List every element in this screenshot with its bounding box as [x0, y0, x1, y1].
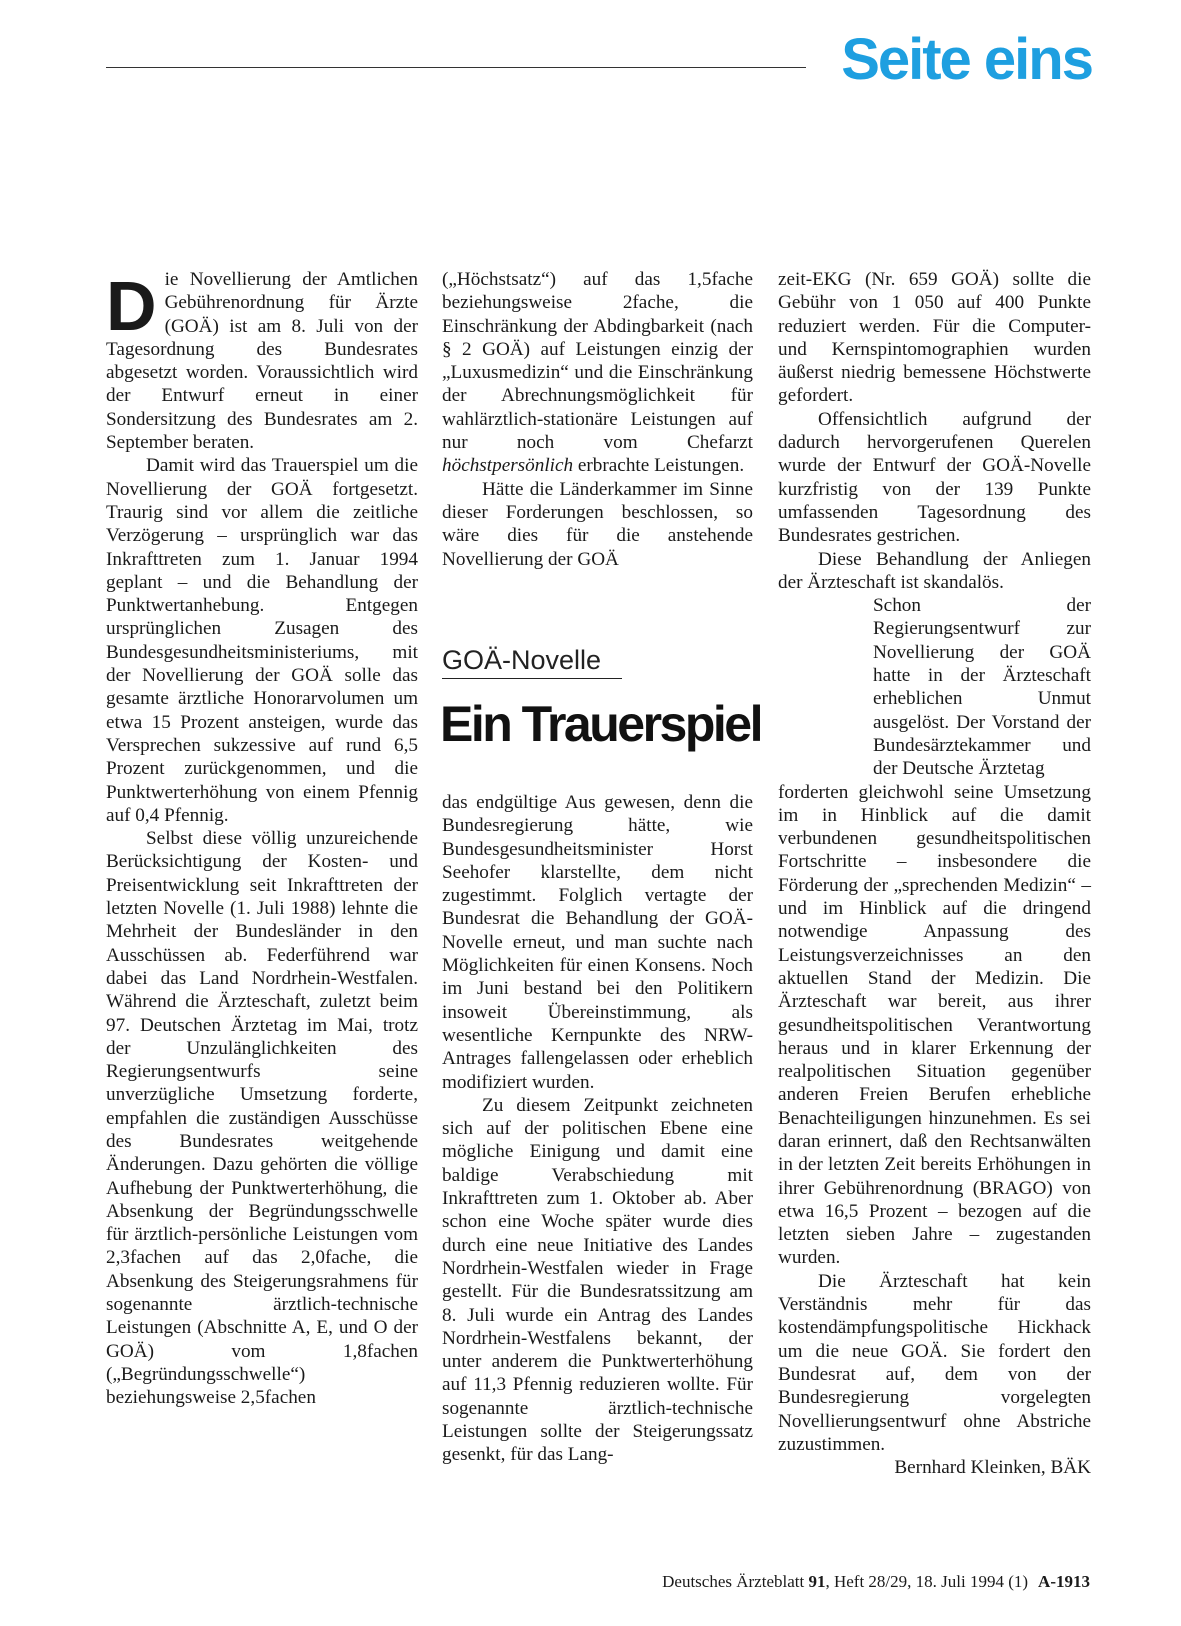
- journal-name: Deutsches Ärzteblatt: [662, 1572, 805, 1591]
- article-column-2: [442, 268, 753, 571]
- paragraph: Offensichtlich aufgrund der dadurch hervorgerufenen Querelen wurde der Entwurf der GOÄ-Novelle kurzfristig von der 139 Punkte umfassenden Tagesordnung des Bundesrates gestrichen.: [778, 408, 1091, 547]
- article-headline: Ein Trauerspiel: [440, 696, 761, 752]
- paragraph: Hätte die Länderkammer im Sinne dieser Forderungen beschlossen, so wäre dies für die anstehende Novellierung der GOÄ: [442, 478, 753, 570]
- author-signature: Bernhard Kleinken, BÄK: [894, 1457, 1091, 1479]
- paragraph: [106, 268, 418, 454]
- article-column-1: [106, 268, 418, 1410]
- paragraph-text: erbrachte Leistungen.: [577, 455, 745, 477]
- paragraph: Diese Behandlung der Anliegen der Ärzteschaft ist skandalös.: [778, 548, 1091, 593]
- page-number: A-1913: [1038, 1572, 1090, 1591]
- paragraph: Zu diesem Zeitpunkt zeichneten sich auf der politischen Ebene eine mögliche Einigung und damit eine baldige Verabschiedung mit Inkrafttreten zum 1. Oktober ab. Aber schon eine Woche später wurde dies durch eine neue Initiative des Landes Nordrhein-Westfalen wieder in Frage gestellt. Für die Bundesratssitzung am 8. Juli wurde ein Antrag des Landes Nordrhein-Westfalens bekannt, der unter anderem die Punktwerterhöhung auf 11,3 Pfennig reduzieren wollte. Für sogenannte ärztlich-technische Leistungen sollte der Steigerungssatz gesenkt, für das Lang-: [442, 1094, 753, 1466]
- emphasis-text: höchstpersönlich: [442, 455, 574, 477]
- indented-block: [778, 594, 1091, 780]
- paragraph: Selbst diese völlig unzureichende Berücksichtigung der Kosten- und Preisentwicklung seit Inkrafttreten der letzten Novelle (1. Juli 1988) lehnte die Mehrheit der Bundesländer in den Ausschüssen ab. Federführend war dabei das Land Nordrhein-Westfalen. Während die Ärzteschaft, zuletzt beim 97. Deutschen Ärztetag im Mai, trotz der Unzulänglichkeiten des Regierungsentwurfs seine unverzügliche Umsetzung forderte, empfahlen die zuständigen Ausschüsse des Bundesrates weitgehende Änderungen. Dazu gehörten die völlige Aufhebung der Punktwerterhöhung, die Absenkung der Begründungsschwelle für ärztlich-persönliche Leistungen vom 2,3fachen auf das 2,0fache, die Absenkung des Steigerungsrahmens für sogenannte ärztlich-technische Leistungen (Abschnitte A, E, und O der GOÄ) vom 1,8fachen („Begründungsschwelle“) beziehungsweise 2,5fachen: [106, 828, 418, 1409]
- paragraph: Die Ärzteschaft hat kein Verständnis mehr für das kostendämpfungspolitische Hickhack um die neue GOÄ. Sie fordert den Bundesrat auf, dem von der Bundesregierung vorgelegten Novellierungsentwurf ohne Abstriche zuzustimmen.: [778, 1270, 1091, 1455]
- article-column-2-continued: [442, 791, 753, 1467]
- paragraph: zeit-EKG (Nr. 659 GOÄ) sollte die Gebühr von 1 050 auf 400 Punkte reduziert werden. Für die Computer- und Kernspintomographien wurden äußerst niedrig bemessene Höchstwerte gefordert.: [778, 269, 1091, 407]
- paragraph: Schon der Regierungsentwurf zur Novellierung der GOÄ hatte in der Ärzteschaft erheblichen Unmut ausgelöst. Der Vorstand der Bundesärztekammer und der Deutsche Ärztetag: [873, 595, 1091, 780]
- article-kicker: GOÄ-Novelle: [442, 643, 622, 679]
- section-title: Seite eins: [841, 27, 1092, 92]
- page-footer: [500, 1572, 1090, 1592]
- paragraph: das endgültige Aus gewesen, denn die Bundesregierung hätte, wie Bundesgesundheitsminister Horst Seehofer klarstellte, dem nicht zugestimmt. Folglich vertagte der Bundesrat die Behandlung der GOÄ-Novelle erneut, und man suchte nach Möglichkeiten für einen Konsens. Noch im Juni bestand bei den Politikern insoweit Übereinstimmung, als wesentliche Kernpunkte des NRW-Antrages fallengelassen oder erheblich modifiziert wurden.: [442, 792, 753, 1093]
- paragraph-text: ie Novellierung der Amtlichen Gebührenordnung für Ärzte (GOÄ) ist am 8. Juli von der Tagesordnung des Bundesrates abgesetzt worden. Voraussichtlich wird der Entwurf erneut in einer Sondersitzung des Bundesrates am 2. September beraten.: [106, 269, 418, 454]
- drop-cap: D: [106, 267, 157, 345]
- journal-volume: 91: [808, 1572, 826, 1591]
- article-column-3: [778, 268, 1091, 1479]
- paragraph: forderten gleichwohl seine Umsetzung im in Hinblick auf die damit verbundenen gesundheitspolitischen Fortschritte – insbesondere die Förderung der „sprechenden Medizin“ – und im Hinblick auf die dringend notwendige Anpassung des Leistungsverzeichnisses an den aktuellen Stand der Medizin. Die Ärzteschaft war bereit, aus ihrer gesundheitspolitischen Verantwortung heraus und in klarer Erkennung der realpolitischen Situation gegenüber anderen Freien Berufen erhebliche Benachteiligungen hinzunehmen. Es sei daran erinnert, daß den Rechtsanwälten in der letzten Zeit bereits Erhöhungen in ihrer Gebührenordnung (BRAGO) von etwa 16,5 Prozent – bezogen auf die letzten sieben Jahre – zugestanden wurden.: [778, 781, 1091, 1269]
- paragraph-text: („Höchstsatz“) auf das 1,5fache beziehungsweise 2fache, die Einschränkung der Abdingbarkeit (nach § 2 GOÄ) auf Leistungen einzig der „Luxusmedizin“ und die Einschränkung der Abrechnungsmöglichkeit für wahlärztlich-stationäre Leistungen auf nur noch vom Chefarzt: [442, 269, 753, 454]
- paragraph: [442, 268, 753, 478]
- issue-info: , Heft 28/29, 18. Juli 1994 (1): [825, 1572, 1029, 1591]
- header-rule: [106, 67, 806, 68]
- paragraph: Damit wird das Trauerspiel um die Novellierung der GOÄ fortgesetzt. Traurig sind vor allem die zeitliche Verzögerung – ursprünglich war das Inkrafttreten zum 1. Januar 1994 geplant – und die Behandlung der Punktwertanhebung. Entgegen ursprünglichen Zusagen des Bundesgesundheitsministeriums, mit der Novellierung der GOÄ solle das gesamte ärztliche Honorarvolumen um etwa 15 Prozent ansteigen, wurde das Versprechen sukzessive auf rund 6,5 Prozent zurückgenommen, und die Punktwerterhöhung von einem Pfennig auf 0,4 Pfennig.: [106, 455, 418, 826]
